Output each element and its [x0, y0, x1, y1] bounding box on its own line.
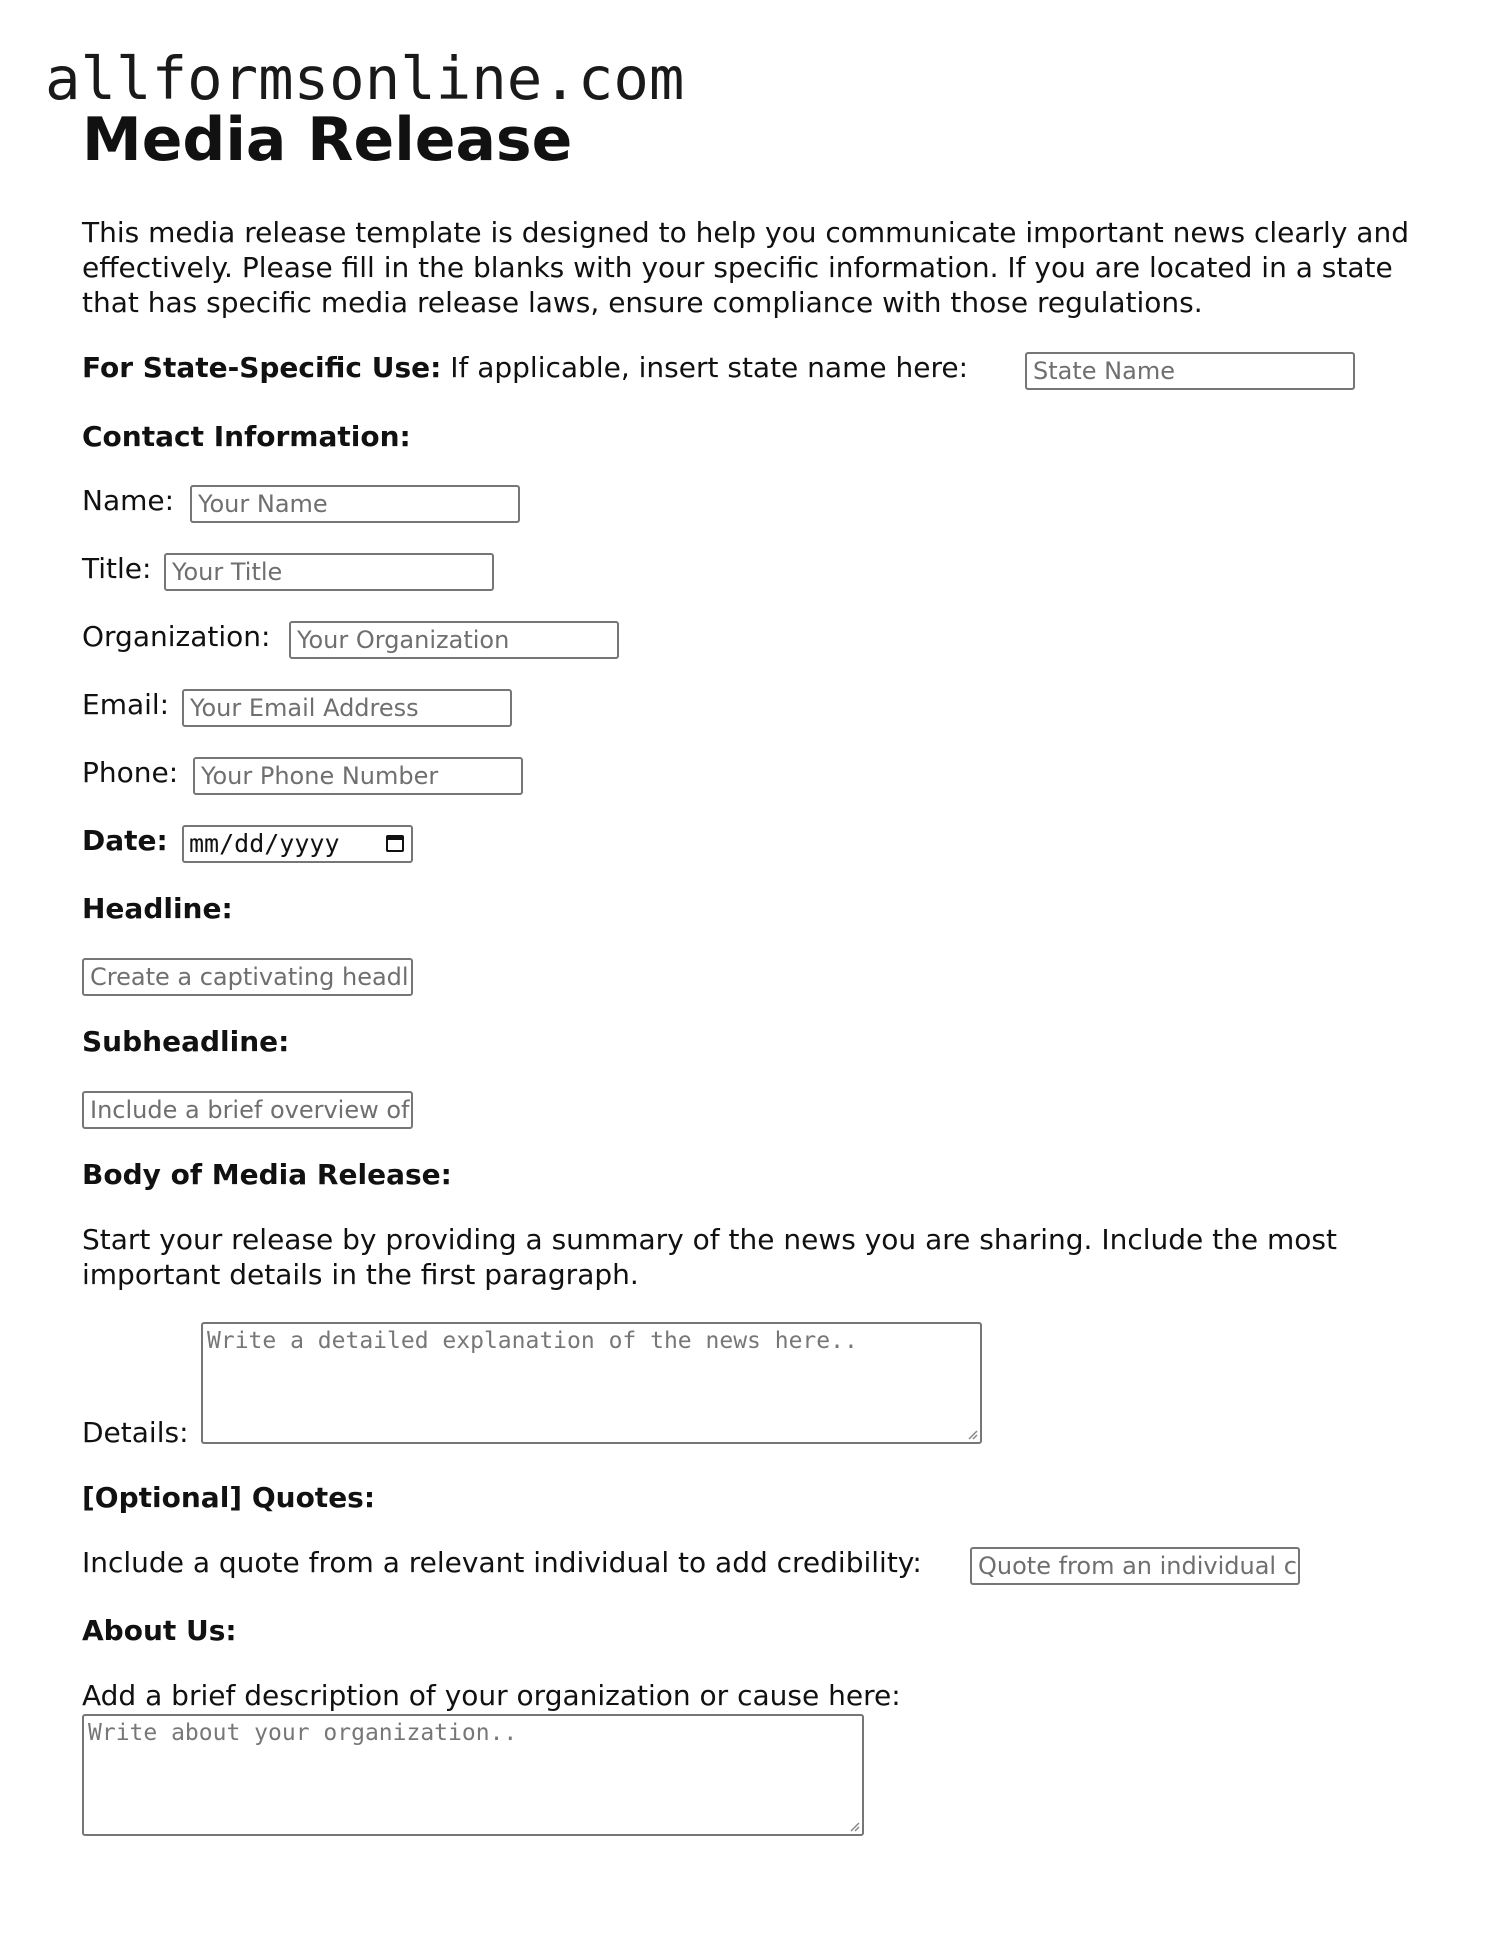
- quotes-label: Include a quote from a relevant individual to add credibility:: [82, 1546, 922, 1579]
- state-line: [82, 350, 968, 385]
- quotes-heading: [Optional] Quotes:: [82, 1481, 376, 1514]
- details-label: Details:: [82, 1416, 189, 1449]
- name-input[interactable]: Your Name: [190, 485, 520, 523]
- state-label-bold: For State-Specific Use:: [82, 351, 442, 384]
- resize-handle-icon[interactable]: [848, 1820, 860, 1832]
- date-input[interactable]: [182, 825, 413, 863]
- subheadline-heading: Subheadline:: [82, 1025, 290, 1058]
- body-paragraph: Start your release by providing a summary of the news you are sharing. Include the most important details in the first paragraph.: [82, 1223, 1337, 1291]
- contact-heading: Contact Information:: [82, 420, 411, 453]
- name-label: Name:: [82, 484, 175, 517]
- organization-input[interactable]: Your Organization: [289, 621, 619, 659]
- state-name-input[interactable]: State Name: [1025, 352, 1355, 390]
- about-placeholder: Write about your organization..: [88, 1720, 518, 1746]
- date-placeholder: mm/dd/yyyy: [189, 829, 340, 858]
- about-heading: About Us:: [82, 1614, 237, 1647]
- resize-handle-icon[interactable]: [966, 1428, 978, 1440]
- intro-paragraph: This media release template is designed to help you communicate important news clearly and effectively. Please fill in the blanks with your specific information. If you are located in a state that has specific media release laws, ensure compliance with those regulations.: [82, 216, 1409, 319]
- about-label: Add a brief description of your organization or cause here:: [82, 1679, 901, 1712]
- calendar-icon[interactable]: [386, 835, 404, 852]
- watermark-text: allformsonline.com: [45, 44, 685, 113]
- email-input[interactable]: Your Email Address: [182, 689, 512, 727]
- organization-label: Organization:: [82, 620, 271, 653]
- date-label: Date:: [82, 824, 168, 857]
- state-label-text: If applicable, insert state name here:: [441, 351, 969, 384]
- body-heading: Body of Media Release:: [82, 1158, 452, 1191]
- headline-heading: Headline:: [82, 892, 233, 925]
- quote-input[interactable]: Quote from an individual c: [970, 1547, 1300, 1585]
- phone-input[interactable]: Your Phone Number: [193, 757, 523, 795]
- headline-input[interactable]: Create a captivating headl: [82, 958, 413, 996]
- details-placeholder: Write a detailed explanation of the news here..: [207, 1328, 858, 1354]
- details-textarea[interactable]: [201, 1322, 982, 1444]
- subheadline-input[interactable]: Include a brief overview of: [82, 1091, 413, 1129]
- phone-label: Phone:: [82, 756, 179, 789]
- title-input[interactable]: Your Title: [164, 553, 494, 591]
- email-label: Email:: [82, 688, 170, 721]
- page-title: Media Release: [82, 105, 573, 175]
- title-label: Title:: [82, 552, 152, 585]
- about-textarea[interactable]: [82, 1714, 864, 1836]
